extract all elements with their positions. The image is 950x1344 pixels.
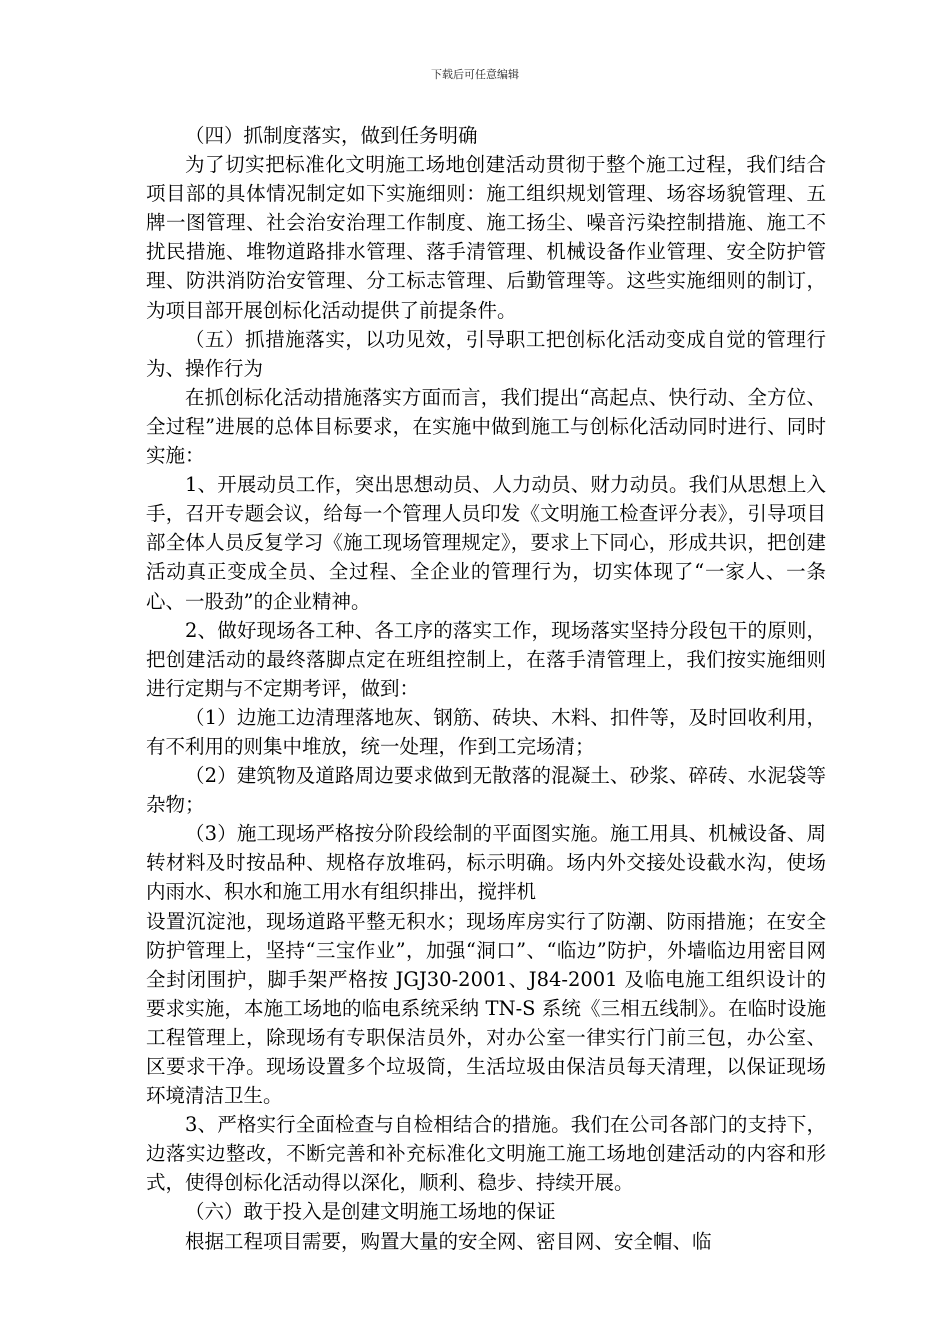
- paragraph-heading-4: （四）抓制度落实，做到任务明确: [185, 124, 478, 147]
- paragraph-heading-6: （六）敢于投入是创建文明施工场地的保证: [185, 1200, 556, 1224]
- paragraph: 为了切实把标准化文明施工场地创建活动贯彻于整个施工过程，我们结合项目部的具体情况制定如下实施细则：施工组织规划管理、场容场貌管理、五牌一图管理、社会治安治理工作制度、施工扬尘、噪音污染控制措施、施工不扰民措施、堆物道路排水管理、落手清管理、机械设备作业管理、安全防护管理、防洪消防治安管理、分工标志管理、后勤管理等。这些实施细则的制订，为项目部开展创标化活动提供了前提条件。: [146, 153, 826, 322]
- paragraph-item-3: 3、严格实行全面检查与自检相结合的措施。我们在公司各部门的支持下，边落实边整改，不断完善和补充标准化文明施工施工场地创建活动的内容和形式，使得创标化活动得以深化，顺利、稳步、持续开展。: [146, 1113, 826, 1195]
- paragraph: 根据工程项目需要，购置大量的安全网、密目网、安全帽、临: [185, 1229, 712, 1253]
- paragraph-subitem-3: （3）施工现场严格按分阶段绘制的平面图实施。施工用具、机械设备、周转材料及时按品种、规格存放堆码，标示明确。场内外交接处设截水沟，使场内雨水、积水和施工用水有组织排出，搅拌机: [146, 822, 826, 904]
- paragraph-continuation: 设置沉淀池，现场道路平整无积水；现场库房实行了防潮、防雨措施；在安全防护管理上，坚持“三宝作业”，加强“洞口”、“临边”防护，外墙临边用密目网全封闭围护，脚手架严格按 JGJ30-2001、J84-2001 及临电施工组织设计的要求实施，本施工场地的临电系统采纳 TN-S 系统《三相五线制》。在临时设施工程管理上，除现场有专职保洁员外，对办公室一律实行门前三包，办公室、区要求干净。现场设置多个垃圾筒，生活垃圾由保洁员每天清理，以保证现场环境清洁卫生。: [146, 909, 826, 1108]
- paragraph-heading-5: （五）抓措施落实，以功见效，引导职工把创标化活动变成自觉的管理行为、操作行为: [146, 327, 826, 380]
- paragraph-item-1: 1、开展动员工作，突出思想动员、人力动员、财力动员。我们从思想上入手，召开专题会议，给每一个管理人员印发《文明施工检查评分表》，引导项目部全体人员反复学习《施工现场管理规定》，要求上下同心，形成共识，把创建活动真正变成全员、全过程、全企业的管理行为，切实体现了“一家人、一条心、一股劲”的企业精神。: [146, 473, 826, 613]
- paragraph: 在抓创标化活动措施落实方面而言，我们提出“高起点、快行动、全方位、全过程”进展的总体目标要求，在实施中做到施工与创标化活动同时进行、同时实施：: [146, 385, 826, 468]
- paragraph-item-2: 2、做好现场各工种、各工序的落实工作，现场落实坚持分段包干的原则，把创建活动的最终落脚点定在班组控制上，在落手清管理上，我们按实施细则进行定期与不定期考评，做到：: [146, 618, 826, 700]
- page-header: 下载后可任意编辑: [431, 68, 519, 81]
- document-body: [146, 121, 826, 1256]
- paragraph-subitem-2: （2）建筑物及道路周边要求做到无散落的混凝土、砂浆、碎砖、水泥袋等杂物；: [146, 764, 826, 817]
- paragraph-subitem-1: （1）边施工边清理落地灰、钢筋、砖块、木料、扣件等，及时回收利用，有不利用的则集中堆放，统一处理，作到工完场清；: [146, 705, 826, 758]
